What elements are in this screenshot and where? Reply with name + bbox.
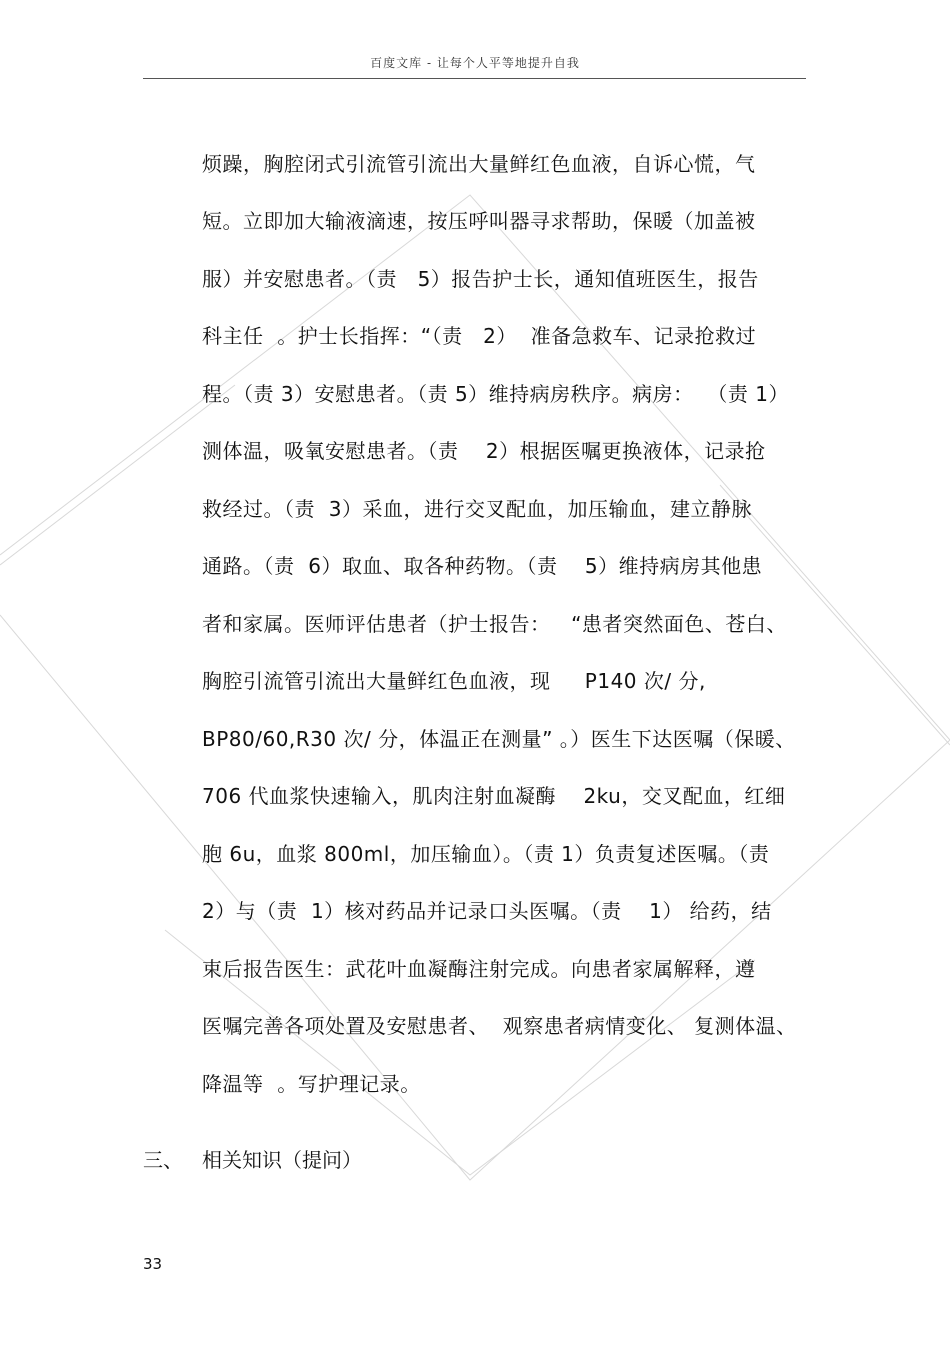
body-line: BP80/60,R30 次/ 分，体温正在测量” 。）医生下达医嘱（保暖、 xyxy=(202,727,796,751)
body-line: 烦躁，胸腔闭式引流管引流出大量鲜红色血液，自诉心慌，气 xyxy=(202,152,756,176)
body-line: 短。立即加大输液滴速，按压呼叫器寻求帮助，保暖（加盖被 xyxy=(202,209,756,233)
header-divider xyxy=(143,78,806,79)
body-line: 者和家属。医师评估患者（护士报告： “患者突然面色、苍白、 xyxy=(202,612,787,636)
body-line: 降温等 。写护理记录。 xyxy=(202,1072,421,1096)
page-number: 33 xyxy=(143,1255,163,1273)
body-line: 束后报告医生：武花叶血凝酶注射完成。向患者家属解释，遵 xyxy=(202,957,756,981)
body-line: 胸腔引流管引流出大量鲜红色血液，现 P140 次/ 分, xyxy=(202,669,706,693)
body-line: 科主任 。护士长指挥：“（责 2） 准备急救车、记录抢救过 xyxy=(202,324,757,348)
section-title: 相关知识（提问） xyxy=(202,1148,362,1172)
body-line: 通路。（责 6）取血、取各种药物。（责 5）维持病房其他患 xyxy=(202,554,763,578)
body-line: 胞 6u，血浆 800ml，加压输血）。（责 1）负责复述医嘱。（责 xyxy=(202,842,770,866)
body-line: 程。（责 3）安慰患者。（责 5）维持病房秩序。病房： （责 1） xyxy=(202,382,789,406)
section-number: 三、 xyxy=(143,1148,183,1172)
body-line: 2）与（责 1）核对药品并记录口头医嘱。（责 1） 给药，结 xyxy=(202,899,772,923)
body-line: 测体温，吸氧安慰患者。（责 2）根据医嘱更换液体，记录抢 xyxy=(202,439,766,463)
body-line: 706 代血浆快速输入，肌肉注射血凝酶 2ku，交叉配血，红细 xyxy=(202,784,786,808)
body-line: 医嘱完善各项处置及安慰患者、 观察患者病情变化、 复测体温、 xyxy=(202,1014,797,1038)
page-header: 百度文库 - 让每个人平等地提升自我 xyxy=(370,56,580,70)
body-line: 服）并安慰患者。（责 5）报告护士长，通知值班医生，报告 xyxy=(202,267,759,291)
body-line: 救经过。（责 3）采血，进行交叉配血，加压输血，建立静脉 xyxy=(202,497,752,521)
